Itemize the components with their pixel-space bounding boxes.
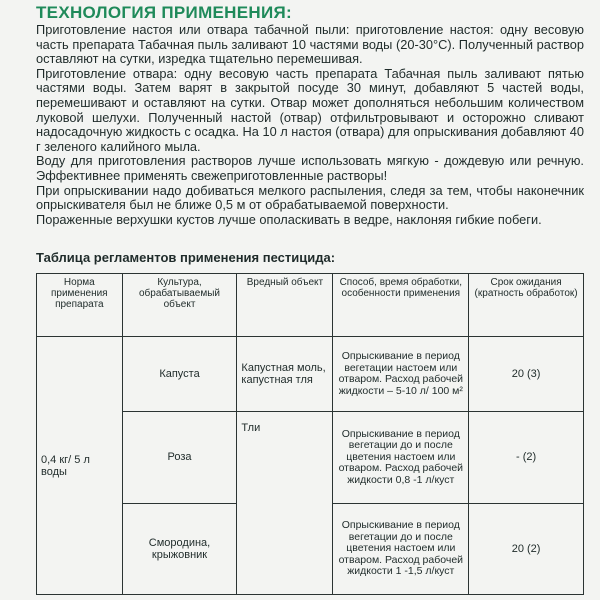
cell-wait: 20 (3) [469, 337, 584, 412]
cell-pest: Капустная моль, капустная тля [237, 337, 333, 412]
paragraph: Приготовление настоя или отвара табачной пыли: приготовление настоя: одну весовую часть препарата Табачная пыль заливают 10 частями воды (20-30°С). Полученный раствор оставляют на сутки, изредка тщательно перемешивая. [36, 22, 584, 67]
paragraph: Пораженные верхушки кустов лучше ополаскивать в ведре, наклоняя гибкие побеги. [36, 211, 542, 227]
cell-method: Опрыскивание в период вегетации до и после цветения настоем или отваром. Расход рабочей жидкости 0,8 -1 л/куст [333, 412, 469, 503]
cell-wait: 20 (2) [469, 503, 584, 594]
section-heading: ТЕХНОЛОГИЯ ПРИМЕНЕНИЯ: [36, 3, 292, 22]
cell-method: Опрыскивание в период вегетации до и после цветения настоем или отваром. Расход рабочей жидкости 1 -1,5 л/куст [333, 503, 469, 594]
paragraph: Воду для приготовления растворов лучше использовать мягкую - дождевую или речную. Эффективнее применять свежеприготовленные растворы! [36, 153, 584, 183]
cell-norm: 0,4 кг/ 5 л воды [37, 337, 123, 595]
header-method: Способ, время обработки, особенности применения [333, 274, 469, 337]
header-norm: Норма применения препарата [37, 274, 123, 337]
cell-wait: - (2) [469, 412, 584, 503]
table-row [37, 337, 584, 412]
regulations-table [36, 273, 584, 595]
instructions-text [36, 23, 584, 227]
table-caption: Таблица регламентов применения пестицида: [36, 250, 336, 265]
cell-crop: Капуста [122, 337, 237, 412]
cell-crop: Роза [122, 412, 237, 503]
cell-method: Опрыскивание в период вегетации настоем или отваром. Расход рабочей жидкости – 5-10 л/ 100 м² [333, 337, 469, 412]
cell-crop: Смородина, крыжовник [122, 503, 237, 594]
table-header-row [37, 274, 584, 337]
paragraph: При опрыскивании надо добиваться мелкого распыления, следя за тем, чтобы наконечник опрыскивателя был не ближе 0,5 м от обрабатываемой поверхности. [36, 182, 584, 213]
paragraph: Приготовление отвара: одну весовую часть препарата Табачная пыль заливают пятью частями воды. Затем варят в закрытой посуде 30 минут, добавляют 5 частей воды, перемешивают и оставляют на сутки. Отвар может дополняться небольшим количеством луковой шелухи. Полученный настой (отвар) отфильтровывают и осторожно сливают надосадочную жидкость с осадка. На 10 л настоя (отвара) для опрыскивания добавляют 40 г зеленого калийного мыла. [36, 65, 584, 154]
header-pest: Вредный объект [237, 274, 333, 337]
cell-pest: Тли [237, 412, 333, 595]
header-crop: Культура, обрабатываемый объект [122, 274, 237, 337]
header-wait: Срок ожидания (кратность обработок) [469, 274, 584, 337]
